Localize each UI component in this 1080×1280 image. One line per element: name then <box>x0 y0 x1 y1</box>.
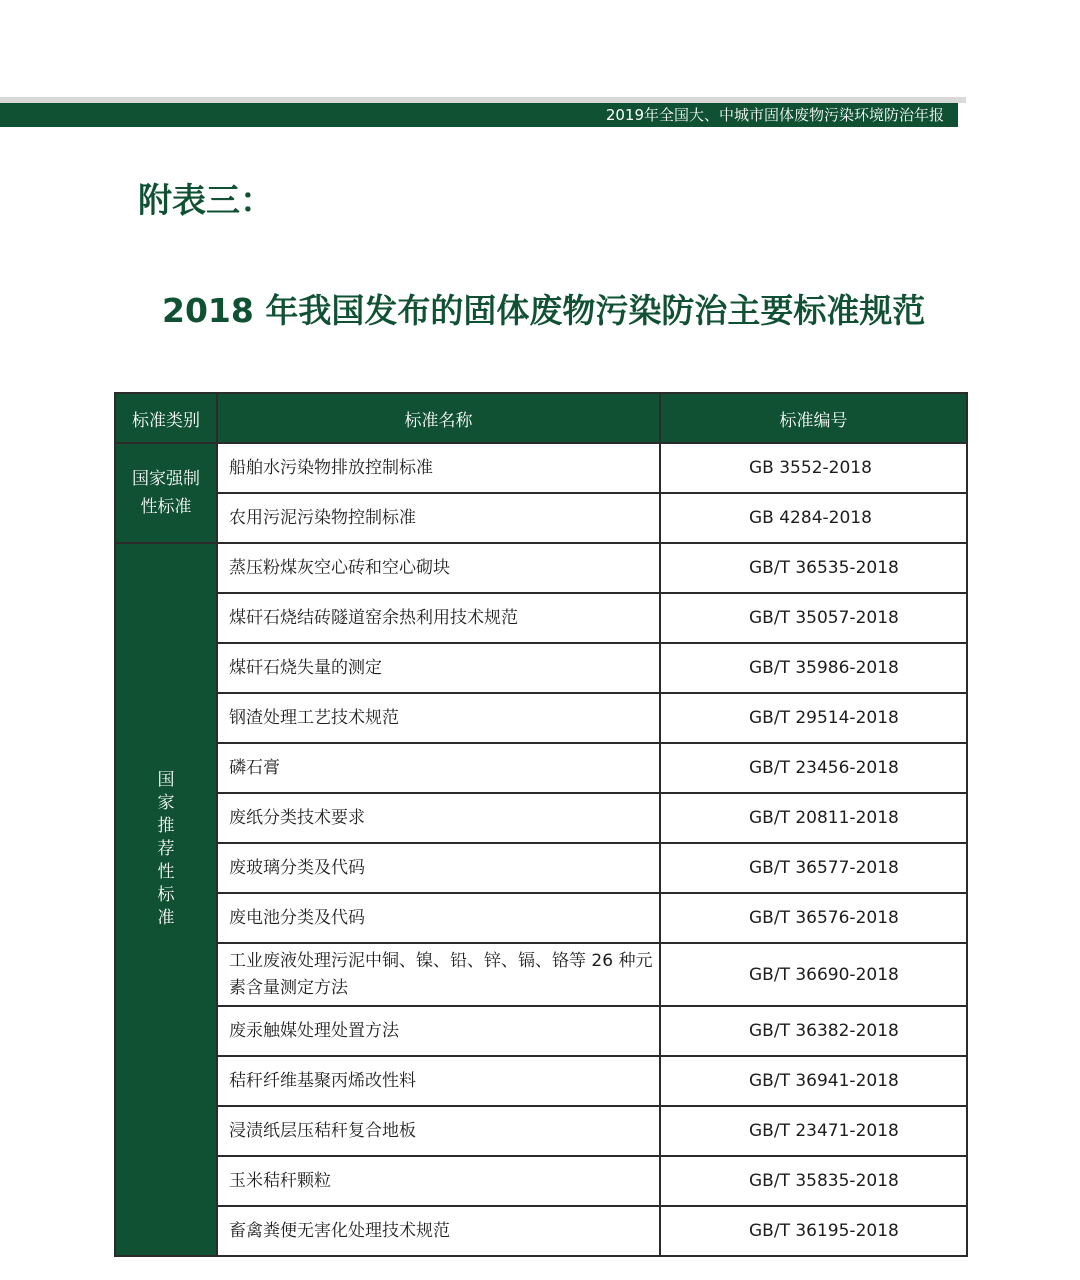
standard-code: GB/T 29514-2018 <box>660 693 967 743</box>
table-row <box>115 843 967 893</box>
standard-name: 秸秆纤维基聚丙烯改性料 <box>217 1056 660 1106</box>
standards-table <box>114 392 968 1257</box>
standard-name: 工业废液处理污泥中铜、镍、铅、锌、镉、铬等 26 种元素含量测定方法 <box>217 943 660 1006</box>
table-row <box>115 543 967 593</box>
standard-name: 玉米秸秆颗粒 <box>217 1156 660 1206</box>
standard-code: GB 4284-2018 <box>660 493 967 543</box>
standard-code: GB/T 35986-2018 <box>660 643 967 693</box>
standard-code: GB/T 35835-2018 <box>660 1156 967 1206</box>
standard-code: GB/T 23456-2018 <box>660 743 967 793</box>
table-row <box>115 643 967 693</box>
standard-name: 农用污泥污染物控制标准 <box>217 493 660 543</box>
standard-name: 废玻璃分类及代码 <box>217 843 660 893</box>
standard-name: 钢渣处理工艺技术规范 <box>217 693 660 743</box>
report-title: 2019年全国大、中城市固体废物污染环境防治年报 <box>605 106 944 124</box>
standard-name: 废电池分类及代码 <box>217 893 660 943</box>
standard-name: 废汞触媒处理处置方法 <box>217 1006 660 1056</box>
category-cell-recommended <box>115 543 217 1256</box>
report-header-bar <box>0 103 958 127</box>
standard-code: GB/T 23471-2018 <box>660 1106 967 1156</box>
column-header-name: 标准名称 <box>217 393 660 443</box>
table-row <box>115 1206 967 1256</box>
table-row <box>115 743 967 793</box>
table-row <box>115 1106 967 1156</box>
table-row <box>115 793 967 843</box>
table-row <box>115 1156 967 1206</box>
standard-name: 磷石膏 <box>217 743 660 793</box>
category-cell-mandatory <box>115 443 217 543</box>
table-row <box>115 1056 967 1106</box>
category-label-recommended: 国家推荐性标准 <box>157 770 175 928</box>
standard-code: GB/T 36535-2018 <box>660 543 967 593</box>
column-header-category: 标准类别 <box>115 393 217 443</box>
table-row <box>115 693 967 743</box>
standard-code: GB/T 35057-2018 <box>660 593 967 643</box>
standard-name: 浸渍纸层压秸秆复合地板 <box>217 1106 660 1156</box>
standard-code: GB/T 36576-2018 <box>660 893 967 943</box>
main-title: 2018 年我国发布的固体废物污染防治主要标准规范 <box>162 291 926 330</box>
standard-name: 蒸压粉煤灰空心砖和空心砌块 <box>217 543 660 593</box>
standard-code: GB/T 36690-2018 <box>660 943 967 1006</box>
standard-code: GB/T 36941-2018 <box>660 1056 967 1106</box>
standard-name: 煤矸石烧结砖隧道窑余热利用技术规范 <box>217 593 660 643</box>
standard-name: 船舶水污染物排放控制标准 <box>217 443 660 493</box>
standard-name: 畜禽粪便无害化处理技术规范 <box>217 1206 660 1256</box>
table-row <box>115 493 967 543</box>
table-row <box>115 893 967 943</box>
category-label-mandatory: 国家强制性标准 <box>132 469 200 517</box>
table-row <box>115 443 967 493</box>
standard-code: GB/T 20811-2018 <box>660 793 967 843</box>
appendix-title: 附表三： <box>138 181 274 221</box>
standard-code: GB/T 36577-2018 <box>660 843 967 893</box>
table-row <box>115 593 967 643</box>
table-row <box>115 1006 967 1056</box>
table-row <box>115 943 967 1006</box>
standard-code: GB/T 36195-2018 <box>660 1206 967 1256</box>
standard-code: GB 3552-2018 <box>660 443 967 493</box>
standard-name: 废纸分类技术要求 <box>217 793 660 843</box>
standard-code: GB/T 36382-2018 <box>660 1006 967 1056</box>
column-header-code: 标准编号 <box>660 393 967 443</box>
standard-name: 煤矸石烧失量的测定 <box>217 643 660 693</box>
